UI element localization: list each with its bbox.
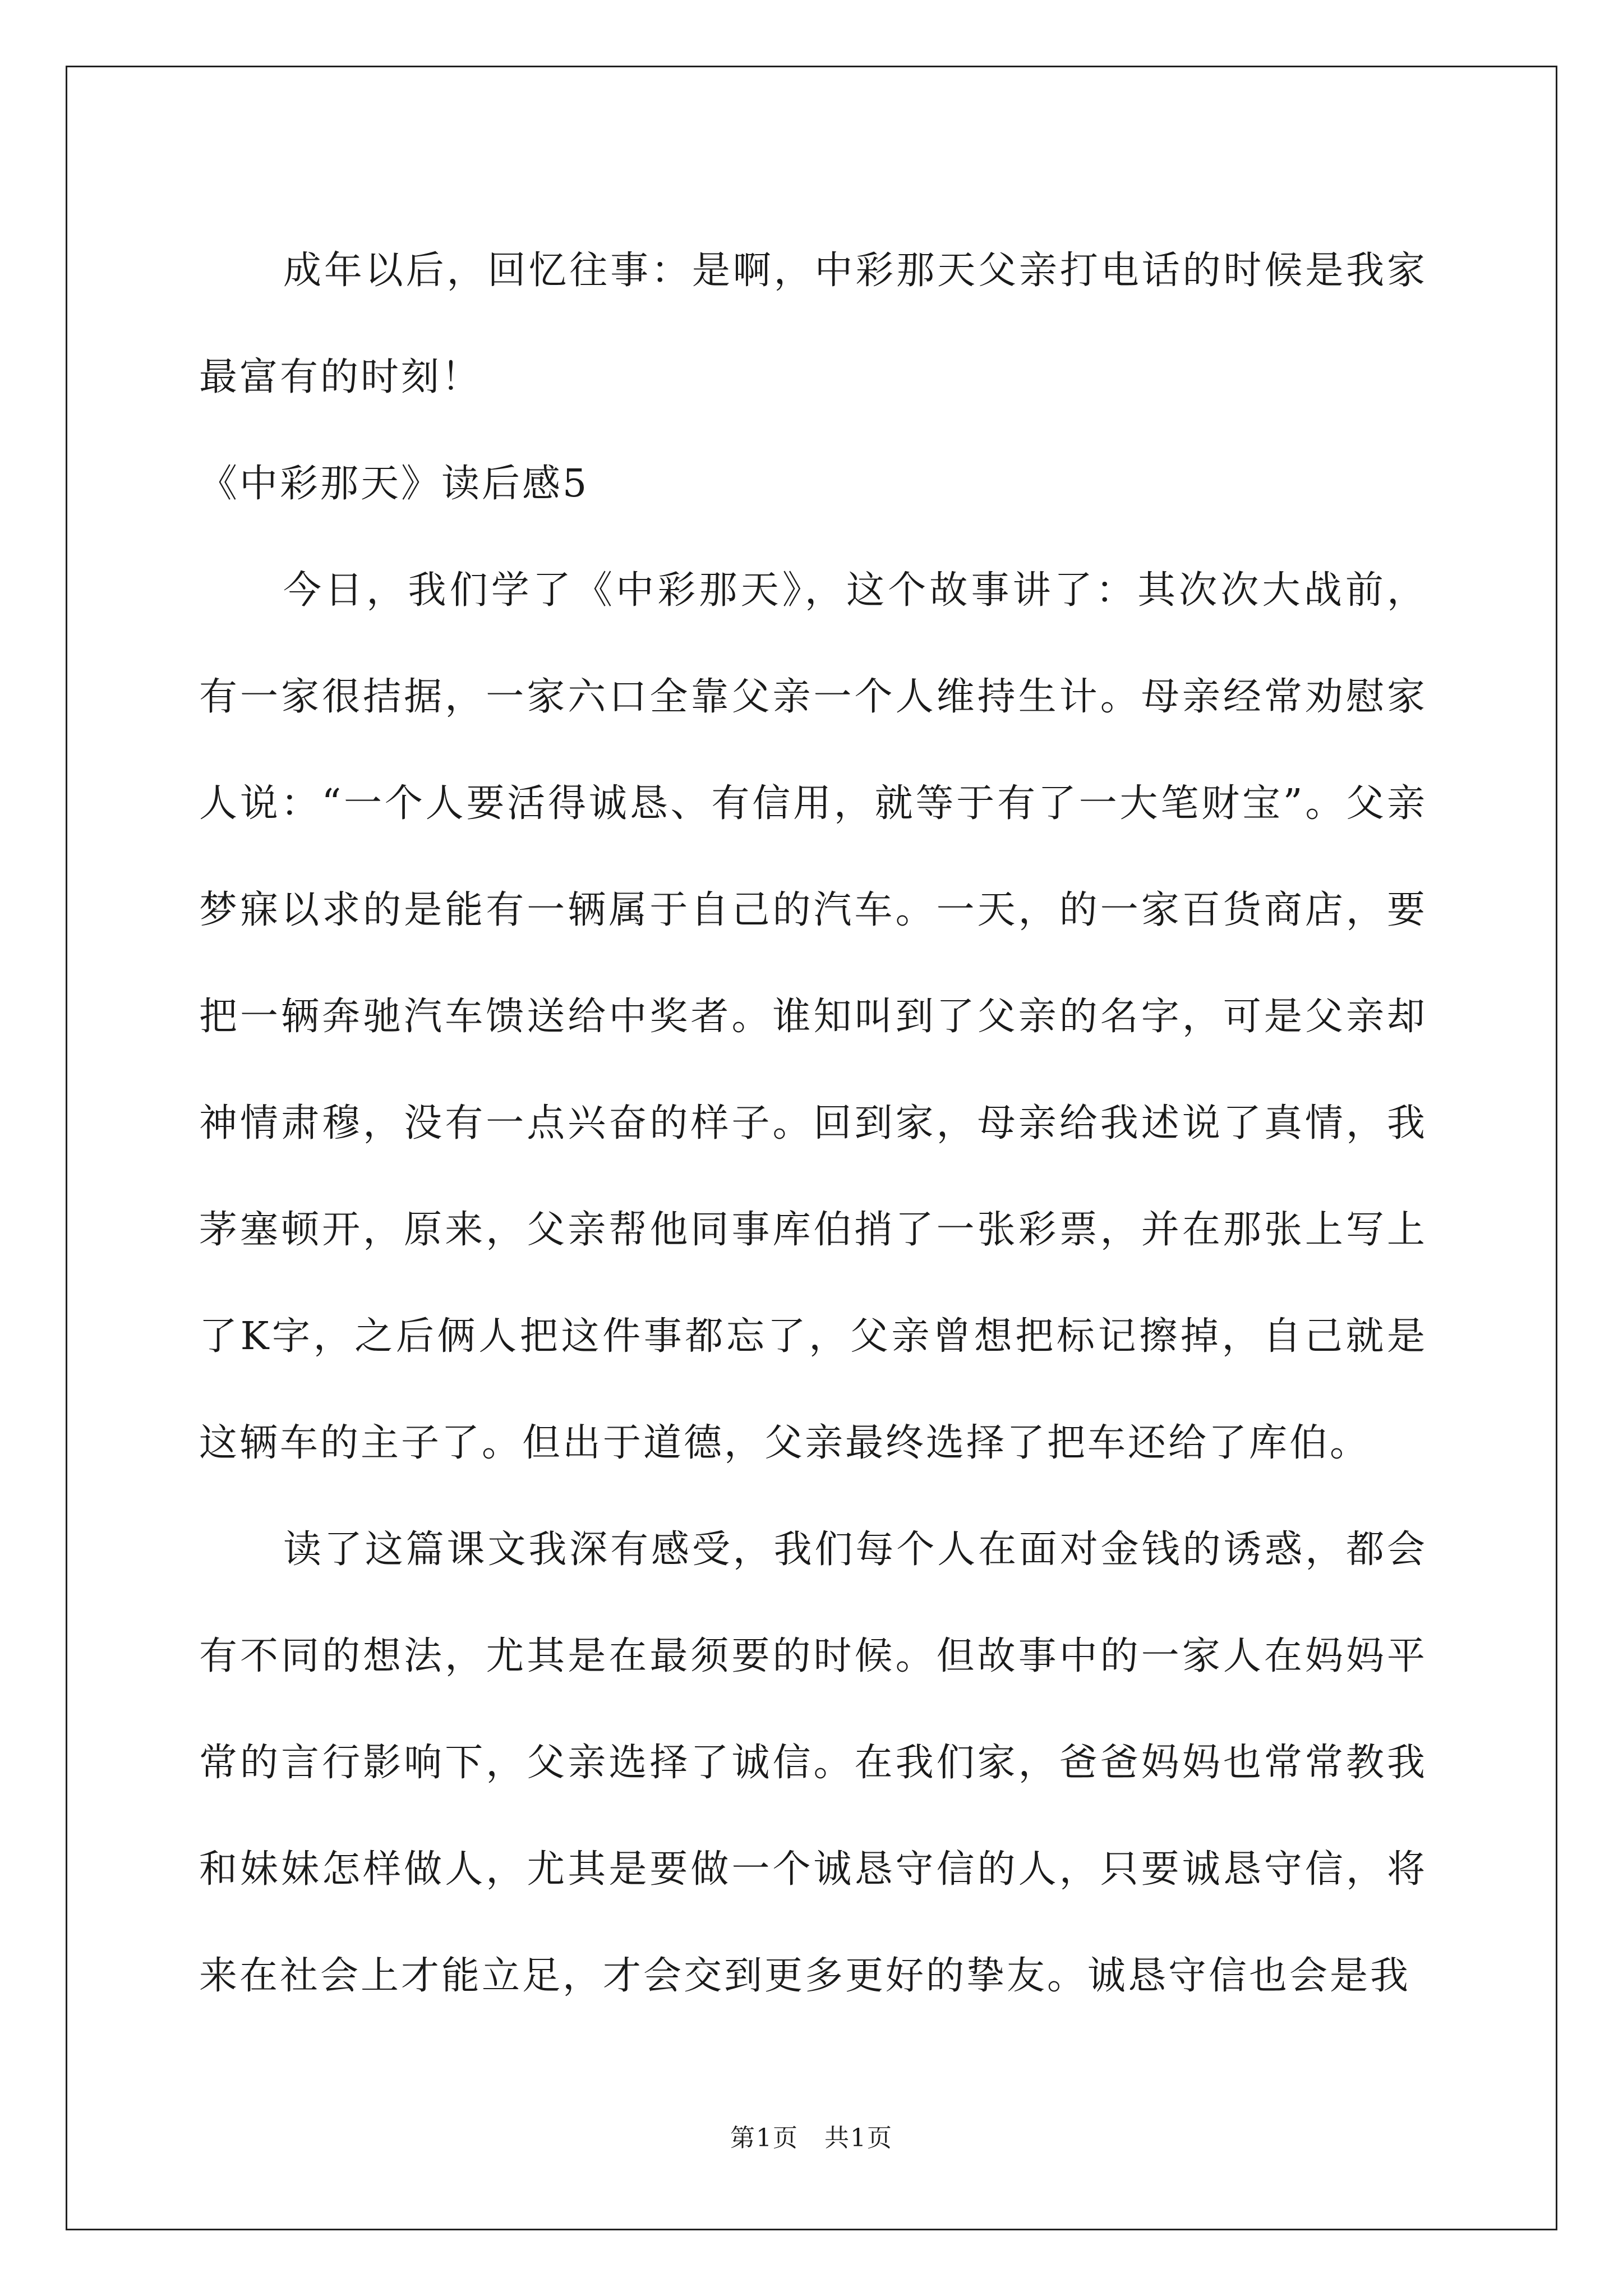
paragraph-reflection: 读了这篇课文我深有感受，我们每个人在面对金钱的诱惑，都会有不同的想法，尤其是在最须要的时候。但故事中的一家人在妈妈平常的言行影响下，父亲选择了诚信。在我们家，爸爸妈妈也常常教我和妹妹怎样做人，尤其是要做一个诚恳守信的人，只要诚恳守信，将来在社会上才能立足，才会交到更多更好的挚友。诚恳守信也会是我	[199, 1527, 1427, 1998]
paragraph-story-summary: 今日，我们学了《中彩那天》，这个故事讲了：其次次大战前，有一家很拮据，一家六口全靠父亲一个人维持生计。母亲经常劝慰家人说：“一个人要活得诚恳、有信用，就等于有了一大笔财宝”。父亲梦寐以求的是能有一辆属于自己的汽车。一天，的一家百货商店，要把一辆奔驰汽车馈送给中奖者。谁知叫到了父亲的名字，可是父亲却神情肃穆，没有一点兴奋的样子。回到家，母亲给我述说了真情，我茅塞顿开，原来，父亲帮他同事库伯捎了一张彩票，并在那张上写上了K字，之后俩人把这件事都忘了，父亲曾想把标记擦掉，自己就是这辆车的主子了。但出于道德，父亲最终选择了把车还给了库伯。	[199, 568, 1427, 1465]
document-body	[199, 218, 1427, 2030]
paragraph-closing-remark: 成年以后，回忆往事：是啊，中彩那天父亲打电话的时候是我家最富有的时刻！	[199, 249, 1427, 399]
page-footer: 第1页 共1页	[730, 2124, 893, 2152]
section-heading: 《中彩那天》读后感5	[199, 462, 589, 506]
